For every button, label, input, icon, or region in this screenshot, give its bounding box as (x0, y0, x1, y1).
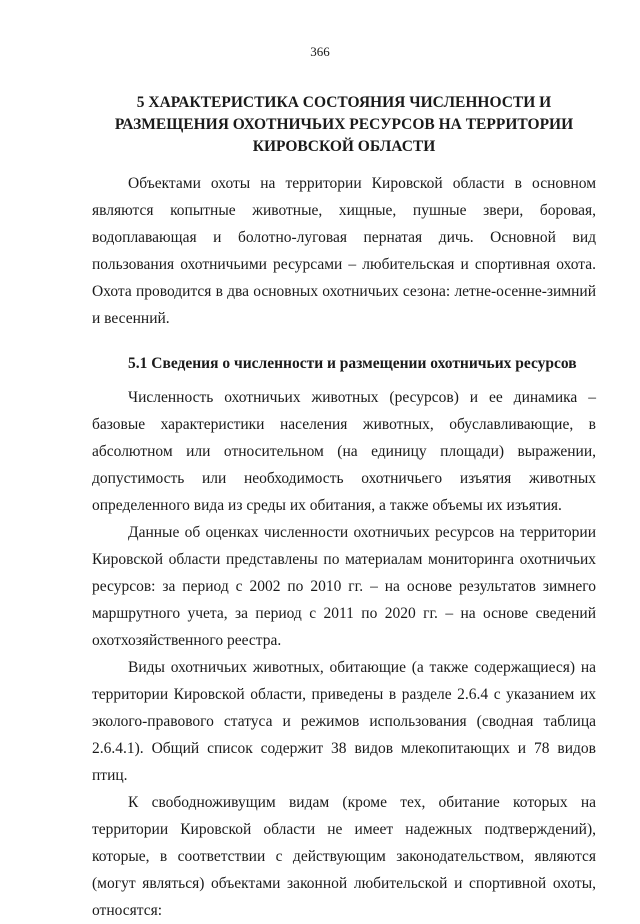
paragraph-species-list: Виды охотничьих животных, обитающие (а также содержащиеся) на территории Кировской области, приведены в разделе 2.6.4 с указанием их эколого-правового статуса и режимов использования (сводная таблица 2.6.4.1). Общий список содержит 38 видов млекопитающих и 78 видов птиц. (92, 659, 596, 784)
page-number: 366 (310, 44, 330, 59)
paragraph-population: Численность охотничьих животных (ресурсов) и ее динамика – базовые характеристики населения животных, обуславливающие, в абсолютном или относительном (на единицу площади) выражении, допустимость или необходимость охотничьего изъятия животных определенного вида из среды их обитания, а также объемы их изъятия. (92, 389, 596, 514)
chapter-title-line-2: РАЗМЕЩЕНИЯ ОХОТНИЧЬИХ РЕСУРСОВ НА ТЕРРИТОРИИ (114, 116, 574, 133)
chapter-title-line-1: 5 ХАРАКТЕРИСТИКА СОСТОЯНИЯ ЧИСЛЕННОСТИ И (136, 94, 552, 111)
chapter-title-line-3: КИРОВСКОЙ ОБЛАСТИ (252, 138, 436, 155)
page-content (92, 92, 596, 924)
paragraph-monitoring-data: Данные об оценках численности охотничьих ресурсов на территории Кировской области представлены по материалам мониторинга охотничьих ресурсов: за период с 2002 по 2010 гг. – на основе результатов зимнего маршрутного учета, за период с 2011 по 2020 гг. – на основе сведений охотхозяйственного реестра. (92, 524, 596, 649)
section-title: 5.1 Сведения о численности и размещении охотничьих ресурсов (128, 355, 577, 372)
intro-paragraph: Объектами охоты на территории Кировской области в основном являются копытные животные, хищные, пушные звери, боровая, водоплавающая и болотно-луговая пернатая дичь. Основной вид пользования охотничьими ресурсами – любительская и спортивная охота. Охота проводится в два основных охотничьих сезона: летне-осенне-зимний и весенний. (92, 175, 596, 327)
chapter-title (92, 92, 596, 158)
paragraph-free-living-species: К свободноживущим видам (кроме тех, обитание которых на территории Кировской области не имеет надежных подтверждений), которые, в соответствии с действующим законодательством, являются (могут являться) объектами законной любительской и спортивной охоты, относятся: (92, 794, 596, 919)
